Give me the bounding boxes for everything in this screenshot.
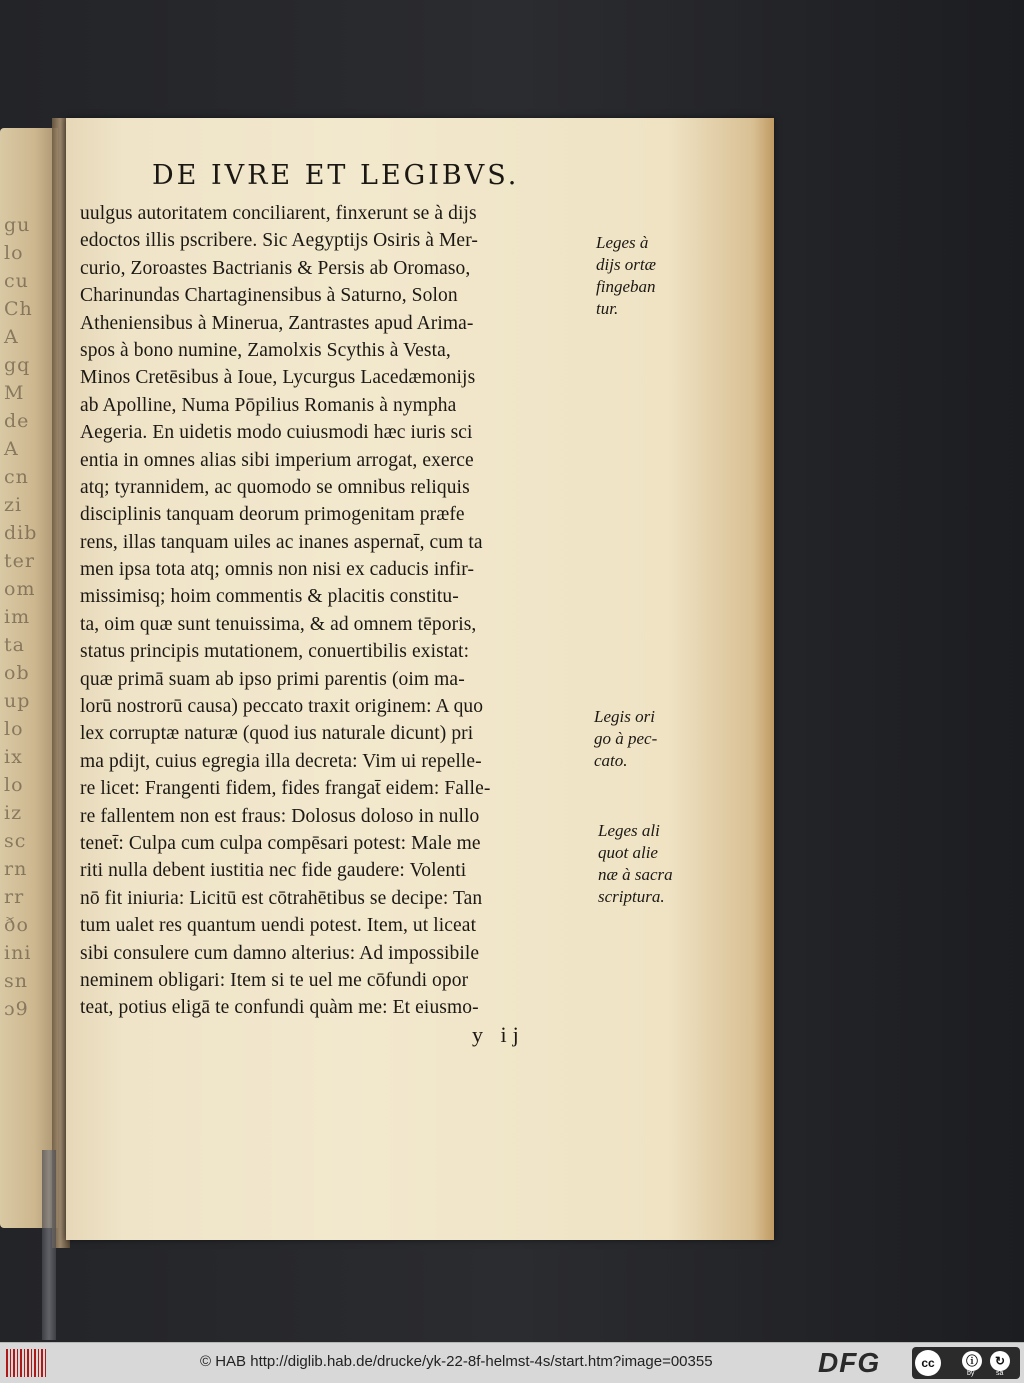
body-text xyxy=(80,200,600,1022)
text-line: curio, Zoroastes Bactrianis & Persis ab Oromaso, xyxy=(80,257,471,279)
text-line: tum ualet res quantum uendi potest. Item, ut liceat xyxy=(80,915,477,937)
text-line: nō fit iniuria: Licitū est cōtrahētibus se decipe: Tan xyxy=(80,887,483,909)
text-line: riti nulla debent iustitia nec fide gaudere: Volenti xyxy=(80,860,467,882)
text-line: uulgus autoritatem conciliarent, finxerunt se à dijs xyxy=(80,203,477,224)
margin-note-2 xyxy=(594,706,657,772)
text-line: neminem obligari: Item si te uel me cōfundi opor xyxy=(80,969,469,991)
footer-bar xyxy=(0,1342,1024,1383)
text-line: re fallentem non est fraus: Dolosus doloso in nullo xyxy=(80,805,480,827)
running-head: DE IVRE ET LEGIBVS. xyxy=(152,160,520,191)
margin-note-1 xyxy=(596,232,656,320)
sa-icon: ↻ xyxy=(990,1351,1010,1371)
by-icon: ⓘ xyxy=(962,1351,982,1371)
text-line: atq; tyrannidem, ac quomodo se omnibus reliquis xyxy=(80,476,470,498)
text-line: entia in omnes alias sibi imperium arrogat, exerce xyxy=(80,449,474,471)
text-line: status principis mutationem, conuertibilis existat: xyxy=(80,641,470,663)
signature-mark: y ij xyxy=(472,1022,525,1047)
margin-note-line: fingeban xyxy=(596,277,656,296)
text-line: tenet̄: Culpa cum culpa compēsari potest: Male me xyxy=(80,832,481,854)
text-line: sibi consulere cum damno alterius: Ad impossibile xyxy=(80,942,480,964)
text-line: Aegeria. En uidetis modo cuiusmodi hæc iuris sci xyxy=(80,422,473,444)
margin-note-line: dijs ortæ xyxy=(596,255,656,274)
margin-note-line: cato. xyxy=(594,751,628,770)
margin-note-line: tur. xyxy=(596,299,619,318)
text-line: Minos Cretēsibus à Ioue, Lycurgus Lacedæmonijs xyxy=(80,367,476,389)
text-line: men ipsa tota atq; omnis non nisi ex caducis infir- xyxy=(80,559,475,581)
margin-note-line: Legis ori xyxy=(594,707,655,726)
text-line: lorū nostrorū causa) peccato traxit originem: A quo xyxy=(80,696,484,718)
text-line: edoctos illis pscribere. Sic Aegyptijs Osiris à Mer- xyxy=(80,230,478,252)
margin-note-line: Leges à xyxy=(596,233,649,252)
text-line: rens, illas tanquam uiles ac inanes aspernat̄, cum ta xyxy=(80,531,483,553)
text-line: lex corruptæ naturæ (quod ius naturale dicunt) pri xyxy=(80,723,474,745)
dfg-logo: DFG xyxy=(818,1347,881,1378)
margin-note-line: næ à sacra xyxy=(598,865,673,884)
margin-note-line: Leges ali xyxy=(598,821,660,840)
text-line: disciplinis tanquam deorum primogenitam præfe xyxy=(80,504,465,526)
margin-note-3 xyxy=(598,820,673,908)
margin-note-line: go à pec- xyxy=(594,729,658,748)
previous-page-edge: gu lo cu Ch A gq M de A cn zi dib ter om im ta ob up lo ix lo iz sc rn rr ðo ini sn ɔ9 xyxy=(0,128,58,1228)
text-line: re licet: Frangenti fidem, fides frangat̄ eidem: Falle- xyxy=(80,778,491,800)
text-line: Charinundas Chartaginensibus à Saturno, Solon xyxy=(80,285,458,307)
margin-note-line: quot alie xyxy=(598,843,658,862)
cc-icon: cc xyxy=(915,1350,941,1376)
text-line: quæ primā suam ab ipso primi parentis (oim ma- xyxy=(80,668,465,690)
text-line: teat, potius eligā te confundi quàm me: Et eiusmo- xyxy=(80,997,479,1019)
text-line: spos à bono numine, Zamolxis Scythis à Vesta, xyxy=(80,339,451,361)
text-line: ab Apolline, Numa Pōpilius Romanis à nympha xyxy=(80,394,457,416)
text-line: ma pdijt, cuius egregia illa decreta: Vim ui repelle- xyxy=(80,750,482,772)
bookmark-ribbon xyxy=(42,1150,56,1340)
text-line: Atheniensibus à Minerua, Zantrastes apud Arima- xyxy=(80,312,474,334)
cc-license-badge[interactable]: cc ⓘ ↻ by sa xyxy=(912,1347,1020,1379)
text-line: ta, oim quæ sunt tenuissima, & ad omnem tēporis, xyxy=(80,613,477,635)
text-line: missimisq; hoim commentis & placitis constitu- xyxy=(80,586,459,608)
margin-note-line: scriptura. xyxy=(598,887,665,906)
citation-link[interactable]: © HAB http://diglib.hab.de/drucke/yk-22-8f-helmst-4s/start.htm?image=00355 xyxy=(200,1353,713,1370)
barcode-icon xyxy=(6,1349,46,1377)
